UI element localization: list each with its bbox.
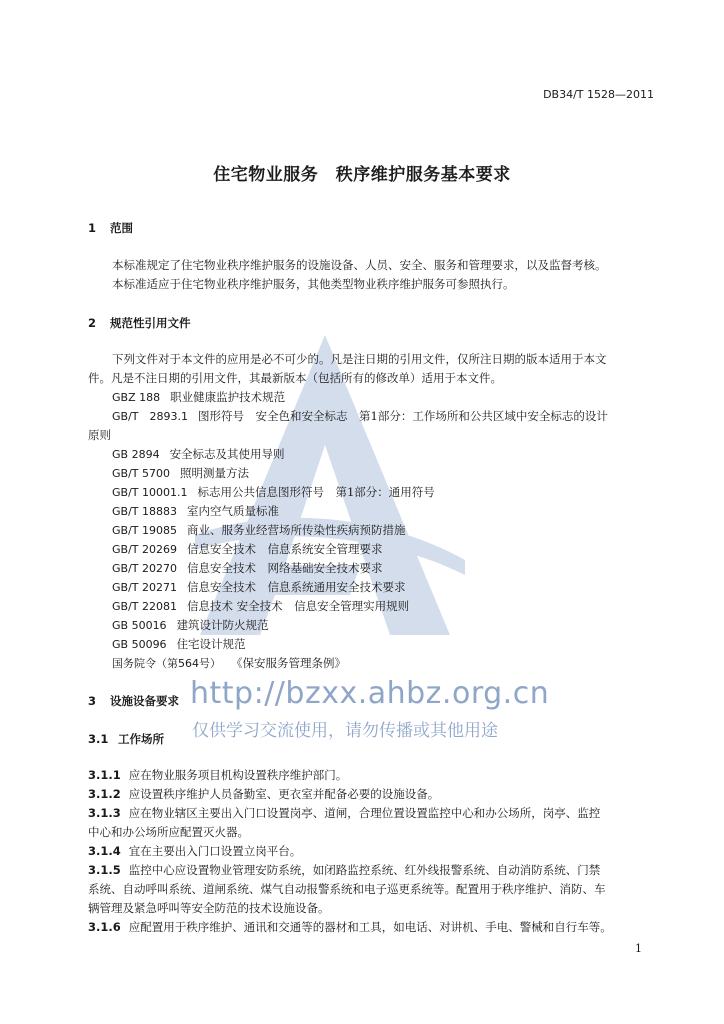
section-number: 3 bbox=[88, 694, 97, 708]
section-title: 范围 bbox=[110, 221, 133, 235]
reference-code: 国务院令（第564号） bbox=[112, 657, 221, 670]
reference-title: 室内空气质量标准 bbox=[187, 504, 279, 518]
reference-item bbox=[112, 447, 285, 462]
reference-item bbox=[112, 504, 279, 519]
reference-code: GB/T 20270 bbox=[112, 562, 177, 575]
reference-item bbox=[112, 466, 249, 481]
clause-number: 3.1.5 bbox=[88, 863, 121, 877]
subsection-heading bbox=[88, 732, 164, 746]
reference-item bbox=[112, 561, 383, 576]
reference-item bbox=[112, 542, 383, 557]
reference-title: 信息安全技术 信息系统通用安全技术要求 bbox=[187, 580, 406, 594]
clause-text: 应在物业辖区主要出入门口设置岗亭、道闸，合理位置设置监控中心和办公场所，岗亭、监控 bbox=[128, 806, 601, 820]
clause bbox=[88, 768, 347, 782]
watermark-note: 仅供学习交流使用，请勿传播或其他用途 bbox=[192, 721, 498, 741]
reference-title: 职业健康监护技术规范 bbox=[170, 390, 286, 404]
reference-title: 照明测量方法 bbox=[180, 466, 249, 480]
reference-item bbox=[112, 409, 608, 424]
clause-text: 监控中心应设置物业管理安防系统，如闭路监控系统、红外线报警系统、自动消防系统、门禁 bbox=[128, 863, 601, 877]
clause-continuation: 中心和办公场所应配置灭火器。 bbox=[88, 825, 249, 839]
paragraph: 件。凡是不注日期的引用文件，其最新版本（包括所有的修改单）适用于本文件。 bbox=[88, 371, 502, 385]
clause bbox=[88, 806, 600, 820]
reference-code: GBZ 188 bbox=[112, 391, 161, 404]
reference-title: 图形符号 安全色和安全标志 第1部分：工作场所和公共区域中安全标志的设计 bbox=[198, 409, 608, 423]
watermark-url: http://bzxx.ahbz.org.cn bbox=[190, 676, 550, 711]
clause-text: 应配置用于秩序维护、通讯和交通等的器材和工具，如电话、对讲机、手电、警械和自行车等。 bbox=[128, 920, 612, 934]
reference-code: GB/T 2893.1 bbox=[112, 410, 188, 423]
clause bbox=[88, 844, 301, 858]
paragraph: 下列文件对于本文件的应用是必不可少的。凡是注日期的引用文件，仅所注日期的版本适用于本文 bbox=[112, 352, 607, 366]
reference-code: GB 50016 bbox=[112, 619, 167, 632]
reference-title-continuation: 原则 bbox=[88, 428, 111, 442]
section-3-heading bbox=[88, 694, 179, 708]
reference-item bbox=[112, 637, 246, 652]
clause-continuation: 系统、自动呼叫系统、道闸系统、煤气自动报警系统和电子巡更系统等。配置用于秩序维护、消防、车 bbox=[88, 882, 606, 896]
section-number: 1 bbox=[88, 221, 97, 235]
clause-number: 3.1.1 bbox=[88, 768, 121, 782]
reference-title: 商业、服务业经营场所传染性疾病预防措施 bbox=[187, 523, 406, 537]
reference-item bbox=[112, 580, 406, 595]
standard-code: DB34/T 1528—2011 bbox=[543, 88, 654, 101]
section-number: 2 bbox=[88, 316, 97, 330]
reference-code: GB 2894 bbox=[112, 448, 160, 461]
clause bbox=[88, 863, 600, 877]
reference-item bbox=[112, 523, 406, 538]
reference-item bbox=[112, 485, 435, 500]
section-2-heading bbox=[88, 316, 191, 330]
page-number: 1 bbox=[635, 942, 642, 955]
paragraph: 本标准适应于住宅物业秩序维护服务，其他类型物业秩序维护服务可参照执行。 bbox=[112, 277, 515, 291]
reference-item bbox=[112, 618, 269, 633]
reference-title: 住宅设计规范 bbox=[176, 637, 246, 651]
section-1-heading bbox=[88, 221, 133, 235]
reference-item bbox=[112, 599, 409, 614]
reference-code: GB/T 10001.1 bbox=[112, 486, 188, 499]
reference-title: 信息技术 安全技术 信息安全管理实用规则 bbox=[187, 599, 410, 613]
clause-number: 3.1.4 bbox=[88, 844, 121, 858]
reference-title: 信息安全技术 网络基础安全技术要求 bbox=[187, 561, 383, 575]
reference-code: GB/T 20271 bbox=[112, 581, 177, 594]
reference-title: 《保安服务管理条例》 bbox=[231, 656, 346, 670]
reference-code: GB/T 22081 bbox=[112, 600, 177, 613]
section-title: 规范性引用文件 bbox=[110, 316, 191, 330]
reference-item bbox=[112, 656, 346, 671]
clause-number: 3.1.3 bbox=[88, 806, 121, 820]
clause bbox=[88, 787, 439, 801]
clause-text: 应设置秩序维护人员备勤室、更衣室并配备必要的设施设备。 bbox=[128, 787, 440, 801]
reference-title: 建筑设计防火规范 bbox=[176, 618, 269, 632]
subsection-title: 工作场所 bbox=[118, 732, 164, 746]
clause-text: 宜在主要出入门口设置立岗平台。 bbox=[128, 844, 302, 858]
reference-code: GB/T 20269 bbox=[112, 543, 177, 556]
reference-title: 标志用公共信息图形符号 第1部分：通用符号 bbox=[197, 485, 435, 499]
reference-item bbox=[112, 390, 285, 405]
reference-code: GB 50096 bbox=[112, 638, 167, 651]
clause-number: 3.1.2 bbox=[88, 787, 121, 801]
clause-text: 应在物业服务项目机构设置秩序维护部门。 bbox=[128, 768, 348, 782]
reference-code: GB/T 18883 bbox=[112, 505, 177, 518]
clause bbox=[88, 920, 612, 934]
section-title: 设施设备要求 bbox=[110, 694, 179, 708]
reference-code: GB/T 19085 bbox=[112, 524, 177, 537]
reference-code: GB/T 5700 bbox=[112, 467, 170, 480]
reference-title: 安全标志及其使用导则 bbox=[169, 447, 285, 461]
clause-number: 3.1.6 bbox=[88, 920, 121, 934]
paragraph: 本标准规定了住宅物业秩序维护服务的设施设备、人员、安全、服务和管理要求，以及监督考核。 bbox=[112, 258, 607, 272]
clause-continuation: 辆管理及紧急呼叫等安全防范的技术设施设备。 bbox=[88, 901, 330, 915]
subsection-number: 3.1 bbox=[88, 732, 109, 746]
document-title: 住宅物业服务 秩序维护服务基本要求 bbox=[213, 165, 511, 185]
reference-title: 信息安全技术 信息系统安全管理要求 bbox=[187, 542, 383, 556]
